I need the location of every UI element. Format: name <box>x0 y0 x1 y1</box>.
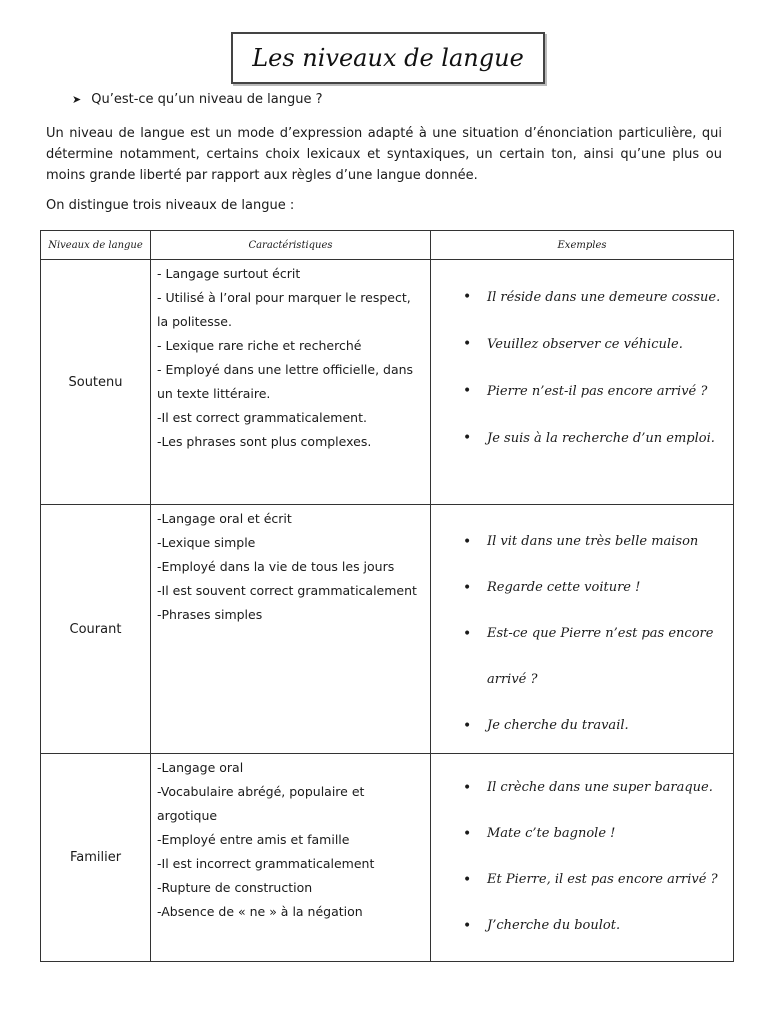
header-level: Niveaux de langue <box>41 231 151 260</box>
characteristic-item: -Employé dans la vie de tous les jours <box>157 559 395 574</box>
examples-cell <box>431 505 734 754</box>
characteristics-cell <box>151 754 431 962</box>
characteristic-item: -Phrases simples <box>157 607 263 622</box>
example-item: • Mate c’te bagnole ! <box>461 811 727 857</box>
level-name: Courant <box>41 505 151 754</box>
question-bullet <box>72 92 323 107</box>
characteristic-item: -Rupture de construction <box>157 880 313 895</box>
examples-cell <box>431 754 734 962</box>
characteristic-item: -Employé entre amis et famille <box>157 832 350 847</box>
example-item: • Je cherche du travail. <box>461 703 727 749</box>
characteristic-item: -Il est souvent correct grammaticalement <box>157 583 417 598</box>
example-item: • Et Pierre, il est pas encore arrivé ? <box>461 857 727 903</box>
example-item: • Veuillez observer ce véhicule. <box>461 321 727 368</box>
characteristics-cell <box>151 260 431 505</box>
characteristic-item: -Il est correct grammaticalement. <box>157 410 367 425</box>
page-title: Les niveaux de langue <box>252 44 524 72</box>
table-row <box>41 260 734 505</box>
characteristic-item: - Employé dans une lettre officielle, dans un texte littéraire. <box>157 362 414 401</box>
question-text: Qu’est-ce qu’un niveau de langue ? <box>91 92 323 107</box>
characteristic-item: -Absence de « ne » à la négation <box>157 904 363 919</box>
characteristic-item: -Langage oral <box>157 760 244 775</box>
table-row <box>41 505 734 754</box>
example-item: • Il réside dans une demeure cossue. <box>461 274 727 321</box>
characteristic-item: - Langage surtout écrit <box>157 266 301 281</box>
characteristic-item: -Vocabulaire abrégé, populaire et argotique <box>157 784 365 823</box>
example-item: • Pierre n’est-il pas encore arrivé ? <box>461 368 727 415</box>
table-header-row <box>41 231 734 260</box>
characteristic-item: -Les phrases sont plus complexes. <box>157 434 372 449</box>
characteristic-item: - Lexique rare riche et recherché <box>157 338 362 353</box>
title-box <box>231 32 545 84</box>
level-name: Familier <box>41 754 151 962</box>
example-item: • Je suis à la recherche d’un emploi. <box>461 415 727 462</box>
level-name: Soutenu <box>41 260 151 505</box>
header-characteristics: Caractéristiques <box>151 231 431 260</box>
example-item: • Est-ce que Pierre n’est pas encore arrivé ? <box>461 611 727 703</box>
characteristics-cell <box>151 505 431 754</box>
intro-text: On distingue trois niveaux de langue : <box>46 198 295 213</box>
levels-table <box>40 230 734 962</box>
example-item: • Il crèche dans une super baraque. <box>461 765 727 811</box>
example-item: • J’cherche du boulot. <box>461 903 727 949</box>
definition-paragraph: Un niveau de langue est un mode d’expression adapté à une situation d’énonciation particulière, qui détermine notamment, certains choix lexicaux et syntaxiques, un certain ton, ainsi qu’une plus ou moins grande liberté par rapport aux règles d’une langue donnée. <box>46 126 722 183</box>
table-row <box>41 754 734 962</box>
characteristic-item: -Langage oral et écrit <box>157 511 292 526</box>
characteristic-item: -Il est incorrect grammaticalement <box>157 856 375 871</box>
arrow-bullet-icon: ➤ <box>72 93 82 106</box>
characteristic-item: - Utilisé à l’oral pour marquer le respect, la politesse. <box>157 290 411 329</box>
header-examples: Exemples <box>431 231 734 260</box>
example-item: • Regarde cette voiture ! <box>461 565 727 611</box>
example-item: • Il vit dans une très belle maison <box>461 519 727 565</box>
examples-cell <box>431 260 734 505</box>
characteristic-item: -Lexique simple <box>157 535 256 550</box>
